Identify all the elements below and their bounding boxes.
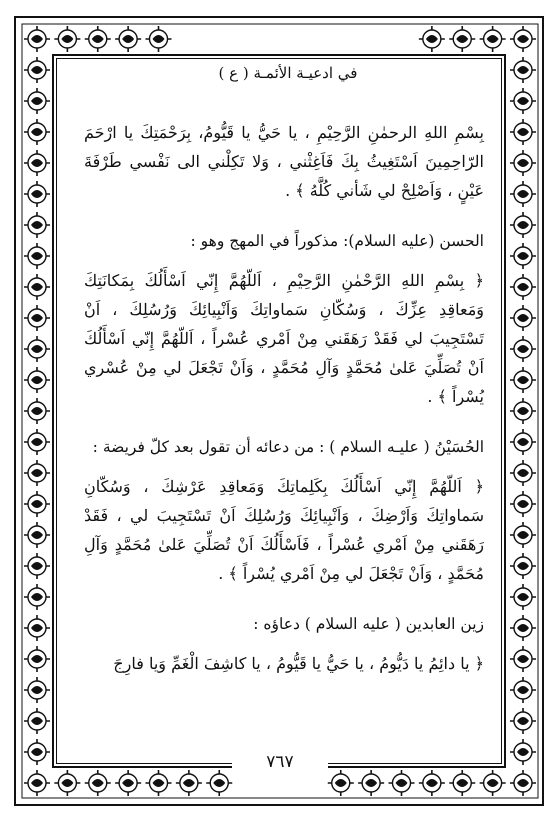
ornament-motif: [510, 739, 536, 765]
ornament-motif: [449, 770, 475, 796]
ornament-motif: [510, 584, 536, 610]
ornament-motif: [328, 770, 354, 796]
ornament-motif: [24, 460, 50, 486]
ornament-motif: [115, 770, 141, 796]
ornament-motif: [24, 181, 50, 207]
ornament-motif: [176, 770, 202, 796]
page-body: [84, 118, 484, 700]
ornament-motif: [24, 150, 50, 176]
ornament-motif: [510, 274, 536, 300]
ornament-motif: [24, 305, 50, 331]
ornament-motif: [24, 615, 50, 641]
ornament-motif: [24, 677, 50, 703]
ornament-motif: [510, 212, 536, 238]
ornament-motif: [358, 770, 384, 796]
ornament-motif: [24, 429, 50, 455]
section-heading: زين العابدين ( عليه السلام ) دعاؤه :: [253, 615, 484, 633]
ornament-motif: [510, 708, 536, 734]
ornament-motif: [480, 26, 506, 52]
ornament-motif: [146, 770, 172, 796]
ornament-motif: [24, 584, 50, 610]
ornament-motif: [510, 398, 536, 424]
ornament-motif: [510, 243, 536, 269]
ornament-motif: [85, 770, 111, 796]
ornament-motif: [24, 243, 50, 269]
ornament-motif: [510, 770, 536, 796]
ornament-motif: [510, 491, 536, 517]
section-text: ﴿ يا دائِمُ يا دَيُّومُ ، يا حَيُّ يا قَيُّومُ ، يا كاشِفَ الْغَمِّ وَيا فارِجَ: [113, 654, 484, 673]
ornament-motif: [389, 770, 415, 796]
ornament-motif: [206, 770, 232, 796]
page-number: ٧٦٧: [232, 748, 328, 776]
ornament-motif: [510, 646, 536, 672]
ornament-motif: [510, 615, 536, 641]
ornament-motif: [85, 26, 111, 52]
ornament-motif: [510, 336, 536, 362]
ornament-motif: [510, 429, 536, 455]
ornament-motif: [24, 522, 50, 548]
ornament-motif: [510, 181, 536, 207]
ornament-motif: [510, 460, 536, 486]
ornament-motif: [510, 57, 536, 83]
ornament-motif: [510, 26, 536, 52]
ornament-motif: [24, 274, 50, 300]
ornament-motif: [24, 57, 50, 83]
ornament-motif: [24, 398, 50, 424]
section-0: [84, 118, 484, 205]
section-text: ﴿ بِسْمِ اللهِ الرَّحْمٰنِ الرَّحِيْمِ ، اَللّهُمَّ إِنّي اَسْأَلُكَ بِمَكانَتِكَ وَمَعاقِدِ عِزِّكَ ، وَسُكّانِ سَماواتِكَ وَاَنْبِيائِكَ وَرُسُلِكَ ، اَنْ تَسْتَجِيبَ لي فَقَدْ رَهَقَني مِنْ اَمْري عُسْراً ، اَللّهُمَّ إِنّي اَسْأَلُكَ اَنْ تُصَلِّيَ عَلىٰ مُحَمَّدٍ وَآلِ مُحَمَّدٍ ، وَاَنْ تَجْعَلَ لي مِنْ عُسْري يُسْراً ﴾ .: [84, 271, 484, 406]
ornament-motif: [24, 770, 50, 796]
ornament-motif: [419, 770, 445, 796]
ornament-motif: [510, 305, 536, 331]
ornament-motif: [510, 367, 536, 393]
ornament-motif: [510, 88, 536, 114]
ornament-motif: [510, 553, 536, 579]
ornament-motif: [24, 491, 50, 517]
ornament-motif: [115, 26, 141, 52]
ornament-motif: [54, 26, 80, 52]
ornament-motif: [146, 26, 172, 52]
section-1: [84, 227, 484, 411]
ornament-motif: [24, 553, 50, 579]
ornament-motif: [510, 119, 536, 145]
section-3: [84, 610, 484, 678]
ornament-motif: [449, 26, 475, 52]
ornament-motif: [24, 336, 50, 362]
ornament-motif: [510, 677, 536, 703]
section-2: [84, 433, 484, 588]
ornament-motif: [24, 708, 50, 734]
ornament-motif: [510, 150, 536, 176]
ornament-motif: [24, 739, 50, 765]
ornament-motif: [24, 119, 50, 145]
ornament-motif: [510, 522, 536, 548]
ornament-motif: [24, 646, 50, 672]
ornament-motif: [419, 26, 445, 52]
section-text: ﴿ اَللّهُمَّ إِنّي اَسْأَلُكَ بِكَلِماتِكَ وَمَعاقِدِ عَرْشِكَ ، وَسُكّانِ سَماواتِكَ وَاَرْضِكَ ، وَاَنْبِيائِكَ وَرُسُلِكَ اَنْ تَسْتَجِيبَ لي ، فَقَدْ رَهَقَني مِنْ اَمْري عُسْراً ، فَاَسْأَلُكَ اَنْ تُصَلِّيَ عَلىٰ مُحَمَّدٍ وَآلِ مُحَمَّدٍ ، وَاَنْ تَجْعَلَ لي مِنْ اَمْري يُسْراً ﴾ .: [84, 477, 484, 583]
ornament-motif: [24, 88, 50, 114]
ornament-motif: [24, 367, 50, 393]
ornament-motif: [24, 26, 50, 52]
ornament-motif: [24, 212, 50, 238]
section-text: بِسْمِ اللهِ الرحمٰنِ الرَّحِيْمِ ، يا حَيُّ يا قَيُّومُ، بِرَحْمَتِكَ يا ارْحَمَ الرّاحِمِينَ اَسْتَغِيثُ بِكَ فَاَغِثْني ، وَلا تَكِلْني الى نَفْسي طَرْفَةَ عَيْنٍ ، وَاَصْلِحْ لي شَأني كُلَّهُ ﴾ .: [84, 123, 484, 200]
ornament-motif: [480, 770, 506, 796]
ornament-motif: [54, 770, 80, 796]
section-heading: الحسن (عليه السلام): مذكوراً في المهج وهو :: [190, 232, 484, 250]
section-heading: الحُسَيْنُ ( عليـه السلام ) : من دعائه أن تقول بعد كلّ فريضة :: [92, 438, 484, 456]
running-title: في ادعيـة الأئمـة ( ع ): [168, 60, 408, 86]
